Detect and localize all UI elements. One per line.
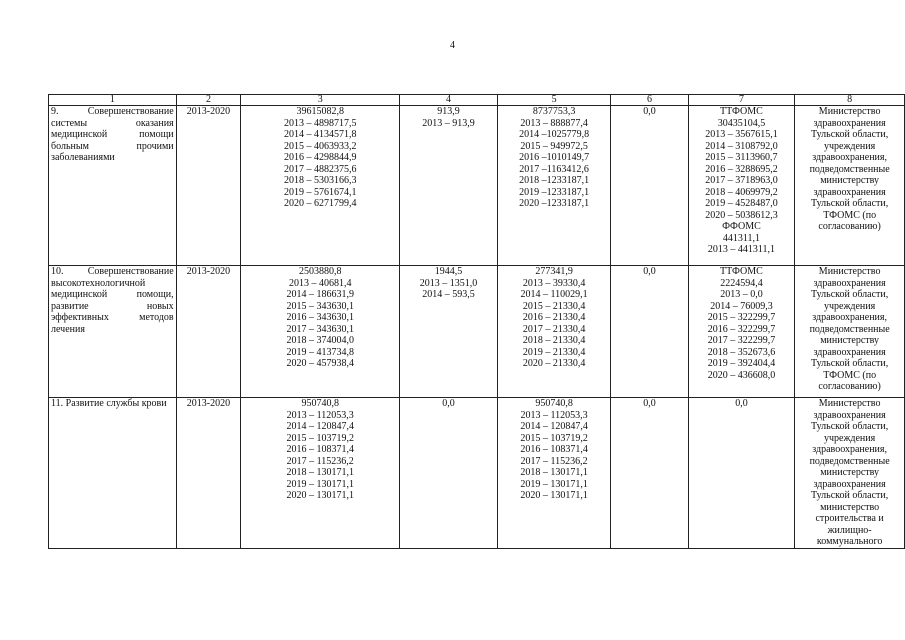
col6-cell-line: 0,0 [643, 106, 656, 117]
col5-cell-line: 2018 –1233187,1 [519, 175, 590, 186]
col4-cell [400, 266, 498, 398]
col5-cell-line: 950740,8 [535, 398, 573, 409]
col3-cell-line: 2013 – 112053,3 [286, 409, 354, 421]
col7-cell-line: 2224594,4 [720, 277, 763, 289]
activity-name-cell: 9. Совершенствование системы оказания медицинской помощи больным прочими заболеваниями [49, 106, 177, 266]
header-cell: 7 [688, 95, 795, 106]
col6-cell-line: 0,0 [643, 398, 656, 409]
col5-cell-line: 2017 – 21330,4 [522, 323, 586, 335]
col7-cell-line: 2017 – 3718963,0 [705, 175, 778, 186]
activity-name-cell: 11. Развитие службы крови [49, 398, 177, 549]
col7-cell-line: 2016 – 322299,7 [707, 323, 776, 335]
col4-cell-line: 2013 – 1351,0 [419, 277, 478, 289]
col5-cell-line: 2014 – 120847,4 [520, 421, 588, 432]
col5-cell-line: 2013 – 112053,3 [520, 409, 588, 421]
header-cell: 8 [795, 95, 905, 106]
col5-cell-line: 2016 – 21330,4 [522, 312, 586, 323]
col5-cell [497, 106, 611, 266]
col7-cell [688, 398, 795, 549]
col3-cell-line: 2015 – 4063933,2 [283, 140, 357, 152]
col3-cell-line: 2017 – 4882375,6 [283, 163, 357, 175]
col3-cell-line: 2015 – 103719,2 [286, 432, 354, 444]
col6-cell [611, 266, 688, 398]
col4-cell-line: 913,9 [437, 106, 460, 117]
col3-cell-line: 2020 – 6271799,4 [283, 198, 357, 209]
col3-cell-line: 2014 – 4134571,8 [283, 129, 357, 140]
col5-cell-line: 2020 – 130171,1 [520, 490, 588, 501]
col3-cell-line: 2018 – 5303166,3 [283, 175, 357, 186]
col7-cell-line: ФФОМС [722, 221, 761, 232]
col7-cell-line: 2020 – 436608,0 [707, 369, 776, 381]
period-cell: 2013-2020 [176, 266, 241, 398]
header-cell: 4 [400, 95, 498, 106]
col7-cell-line: 2018 – 352673,6 [707, 346, 776, 358]
col4-cell-line: 0,0 [442, 398, 455, 409]
col5-cell-line: 2019 –1233187,1 [519, 186, 590, 198]
responsible-cell: Министерство здравоохранения Тульской области, учреждения здравоохранения, подведомственные министерству здравоохранения Тульской области, ТФОМС (по согласованию) [795, 106, 905, 266]
col5-cell-line: 2015 – 949972,5 [520, 140, 588, 152]
col3-cell-line: 2016 – 343630,1 [286, 312, 354, 323]
col3-cell-line: 950740,8 [301, 398, 339, 409]
col5-cell-line: 2019 – 130171,1 [520, 478, 588, 490]
col5-cell-line: 2020 – 21330,4 [522, 358, 586, 369]
col3-cell-line: 2016 – 108371,4 [286, 444, 354, 455]
program-table [48, 94, 905, 549]
page-number: 4 [450, 40, 455, 51]
col7-cell-line: 2013 – 3567615,1 [705, 129, 778, 140]
col7-cell-line: 2019 – 392404,4 [707, 358, 776, 369]
col5-cell [497, 398, 611, 549]
col3-cell-line: 2017 – 343630,1 [286, 323, 354, 335]
col5-cell-line: 2018 – 21330,4 [522, 335, 586, 346]
col5-cell-line: 2015 – 21330,4 [522, 300, 586, 312]
col6-cell [611, 106, 688, 266]
col3-cell-line: 2019 – 130171,1 [286, 478, 354, 490]
responsible-cell: Министерство здравоохранения Тульской области, учреждения здравоохранения, подведомственные министерству здравоохранения Тульской области, министерство строительства и жилищно-коммунального [795, 398, 905, 549]
col6-cell [611, 398, 688, 549]
col7-cell-line: 2015 – 3113960,7 [705, 152, 778, 163]
col3-cell [241, 106, 400, 266]
col5-cell-line: 2013 – 888877,4 [520, 117, 588, 129]
col3-cell-line: 2013 – 40681,4 [288, 277, 352, 289]
col3-cell-line: 39615082,8 [296, 106, 344, 117]
col7-cell [688, 106, 795, 266]
col3-cell-line: 2018 – 130171,1 [286, 467, 354, 478]
col3-cell-line: 2017 – 115236,2 [286, 455, 354, 467]
col3-cell-line: 2019 – 413734,8 [286, 346, 354, 358]
responsible-cell: Министерство здравоохранения Тульской области, учреждения здравоохранения, подведомственные министерству здравоохранения Тульской области, ТФОМС (по согласованию) [795, 266, 905, 398]
col3-cell-line: 2020 – 457938,4 [286, 358, 354, 369]
col5-cell [497, 266, 611, 398]
col7-cell-line: 2020 – 5038612,3 [705, 209, 778, 221]
col5-cell-line: 2016 – 108371,4 [520, 444, 588, 455]
col5-cell-line: 277341,9 [535, 266, 573, 277]
col3-cell-line: 2013 – 4898717,5 [283, 117, 357, 129]
header-cell: 3 [241, 95, 400, 106]
col3-cell-line: 2018 – 374004,0 [286, 335, 354, 346]
header-cell: 2 [176, 95, 241, 106]
header-cell: 1 [49, 95, 177, 106]
col7-cell-line: 0,0 [735, 398, 748, 409]
activity-name-cell: 10. Совершенствование высокотехнологичной медицинской помощи, развитие новых эффективных методов лечения [49, 266, 177, 398]
col7-cell-line: 2014 – 3108792,0 [705, 140, 778, 152]
table-row [49, 266, 905, 398]
col7-cell-line: 441311,1 [722, 232, 761, 244]
col7-cell-line: 2015 – 322299,7 [707, 312, 776, 323]
col7-cell-line: 2013 – 441311,1 [707, 244, 776, 255]
col5-cell-line: 2014 –1025779,8 [519, 129, 590, 140]
col5-cell-line: 2020 –1233187,1 [519, 198, 590, 209]
col7-cell-line: 30435104,5 [717, 117, 766, 129]
col3-cell-line: 2020 – 130171,1 [286, 490, 354, 501]
col7-cell-line: 2017 – 322299,7 [707, 335, 776, 346]
col7-cell-line: 2016 – 3288695,2 [705, 163, 778, 175]
col5-cell-line: 2013 – 39330,4 [522, 277, 586, 289]
header-cell: 6 [611, 95, 688, 106]
col5-cell-line: 8737753,3 [532, 106, 576, 117]
col3-cell-line: 2019 – 5761674,1 [283, 186, 357, 198]
col3-cell-line: 2503880,8 [298, 266, 342, 277]
col5-cell-line: 2016 –1010149,7 [519, 152, 590, 163]
col5-cell-line: 2015 – 103719,2 [520, 432, 588, 444]
col5-cell-line: 2017 –1163412,6 [519, 163, 589, 175]
period-cell: 2013-2020 [176, 398, 241, 549]
col3-cell-line: 2016 – 4298844,9 [283, 152, 357, 163]
col7-cell-line: ТТФОМС [720, 106, 763, 117]
col4-cell-line: 2014 – 593,5 [422, 289, 475, 300]
table-row [49, 398, 905, 549]
header-row [49, 95, 905, 106]
col3-cell-line: 2014 – 186631,9 [286, 289, 354, 300]
col7-cell-line: 2014 – 76009,3 [710, 300, 773, 312]
col4-cell [400, 106, 498, 266]
col3-cell [241, 266, 400, 398]
col4-cell-line: 1944,5 [434, 266, 463, 277]
col5-cell-line: 2014 – 110029,1 [520, 289, 588, 300]
col7-cell-line: 2018 – 4069979,2 [705, 186, 778, 198]
col4-cell-line: 2013 – 913,9 [422, 117, 475, 129]
header-cell: 5 [497, 95, 611, 106]
col4-cell [400, 398, 498, 549]
col3-cell [241, 398, 400, 549]
col5-cell-line: 2018 – 130171,1 [520, 467, 588, 478]
col3-cell-line: 2014 – 120847,4 [286, 421, 354, 432]
col7-cell-line: 2019 – 4528487,0 [705, 198, 778, 209]
col7-cell-line: 2013 – 0,0 [720, 289, 763, 300]
col7-cell-line: ТТФОМС [720, 266, 763, 277]
col5-cell-line: 2017 – 115236,2 [520, 455, 588, 467]
col3-cell-line: 2015 – 343630,1 [286, 300, 354, 312]
col6-cell-line: 0,0 [643, 266, 656, 277]
col7-cell [688, 266, 795, 398]
period-cell: 2013-2020 [176, 106, 241, 266]
table-row [49, 106, 905, 266]
col5-cell-line: 2019 – 21330,4 [522, 346, 586, 358]
